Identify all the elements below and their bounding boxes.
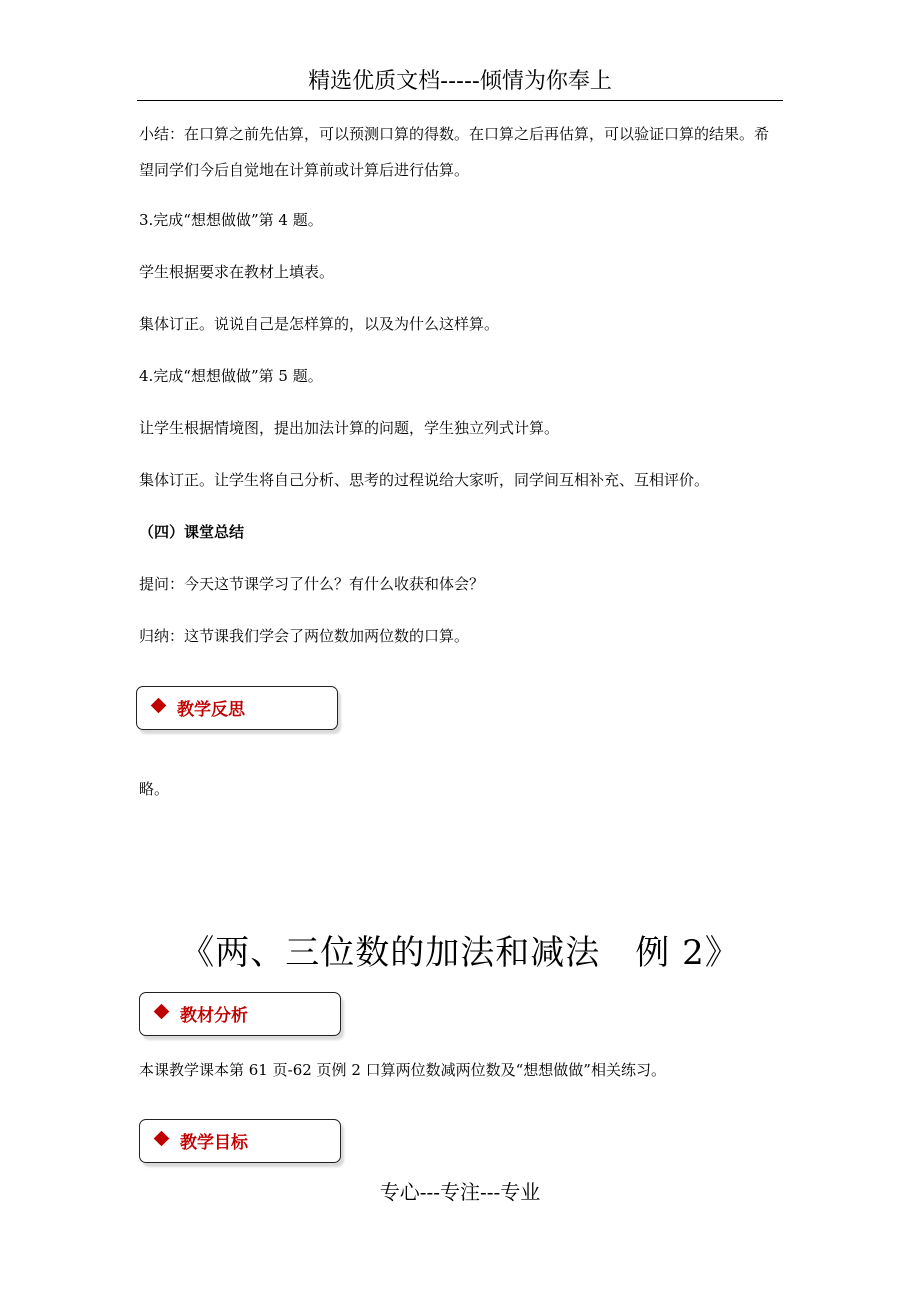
goals-label: 教学目标 [180,1133,248,1153]
section-4-heading: （四）课堂总结 [139,523,245,541]
item-3-line-2: 集体订正。说说自己是怎样算的，以及为什么这样算。 [139,315,500,333]
page-footer: 专心---专注---专业 [379,1180,541,1204]
question-paragraph: 提问：今天这节课学习了什么？有什么收获和体会？ [139,575,485,593]
analysis-section-box [139,992,341,1036]
summary-paragraph: 小结：在口算之前先估算，可以预测口算的得数。在口算之后再估算，可以验证口算的结果。希望同学们今后自觉地在计算前或计算后进行估算。 [139,125,770,179]
conclusion-paragraph: 归纳：这节课我们学会了两位数加两位数的口算。 [139,627,470,645]
header-divider [137,100,783,101]
reflection-section-box [136,686,338,730]
diamond-bullet-icon [154,1131,170,1147]
analysis-text: 本课教学课本第 61 页-62 页例 2 口算两位数减两位数及“想想做做”相关练习。 [139,1061,666,1079]
item-4-title: 4.完成“想想做做”第 5 题。 [139,367,323,385]
lesson-2-title: 《两、三位数的加法和减法 例 2》 [180,933,740,973]
item-3-line-1: 学生根据要求在教材上填表。 [139,263,335,281]
reflection-text: 略。 [139,780,170,798]
item-3-title: 3.完成“想想做做”第 4 题。 [139,211,323,229]
diamond-bullet-icon [151,698,167,714]
goals-section-box [139,1119,341,1163]
item-4-line-1: 让学生根据情境图，提出加法计算的问题，学生独立列式计算。 [139,419,560,437]
page-header: 精选优质文档-----倾情为你奉上 [308,69,612,94]
reflection-label: 教学反思 [177,700,245,720]
analysis-label: 教材分析 [180,1006,248,1026]
diamond-bullet-icon [154,1004,170,1020]
item-4-line-2: 集体订正。让学生将自己分析、思考的过程说给大家听，同学间互相补充、互相评价。 [139,471,710,489]
